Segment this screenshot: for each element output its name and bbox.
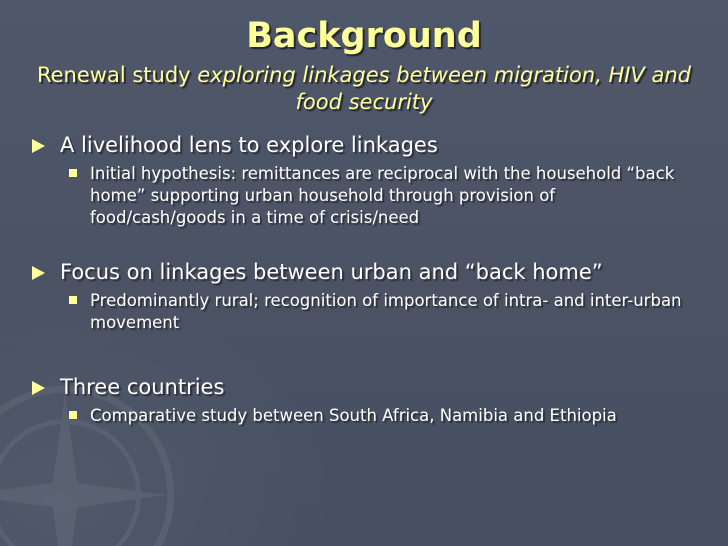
sub-bullet-text: Comparative study between South Africa, Namibia and Ethiopia: [90, 406, 617, 425]
title-block: [30, 14, 698, 116]
bullet-text: Three countries: [60, 375, 225, 399]
sub-bullet-text: Predominantly rural; recognition of importance of intra- and inter-urban movement: [90, 291, 682, 332]
sub-bullet-item: [30, 163, 688, 229]
slide-subtitle: [30, 62, 698, 116]
sub-bullet-item: [30, 405, 688, 427]
sub-bullet-text: Initial hypothesis: remittances are reciprocal with the household “back home” supporting urban household through provision of food/cash/goods in a time of crisis/need: [90, 164, 675, 227]
bullet-group: [30, 132, 688, 229]
triangle-arrow-icon: [32, 381, 45, 395]
bullet-item: [30, 132, 688, 159]
bullet-text: Focus on linkages between urban and “back home”: [60, 260, 603, 284]
triangle-arrow-icon: [32, 266, 45, 280]
sub-bullet-item: [30, 290, 688, 334]
slide-title: Background: [246, 16, 482, 56]
bullet-group: [30, 259, 688, 334]
bullet-item: [30, 259, 688, 286]
bullet-text: A livelihood lens to explore linkages: [60, 133, 438, 157]
subtitle-prefix: Renewal study: [36, 63, 198, 87]
square-bullet-icon: [69, 296, 77, 304]
bullet-group: [30, 374, 688, 427]
square-bullet-icon: [69, 169, 77, 177]
bullet-item: [30, 374, 688, 401]
square-bullet-icon: [69, 411, 77, 419]
triangle-arrow-icon: [32, 139, 45, 153]
subtitle-italic: exploring linkages between migration, HIV and food security: [197, 63, 692, 114]
bullet-list: [30, 132, 688, 427]
